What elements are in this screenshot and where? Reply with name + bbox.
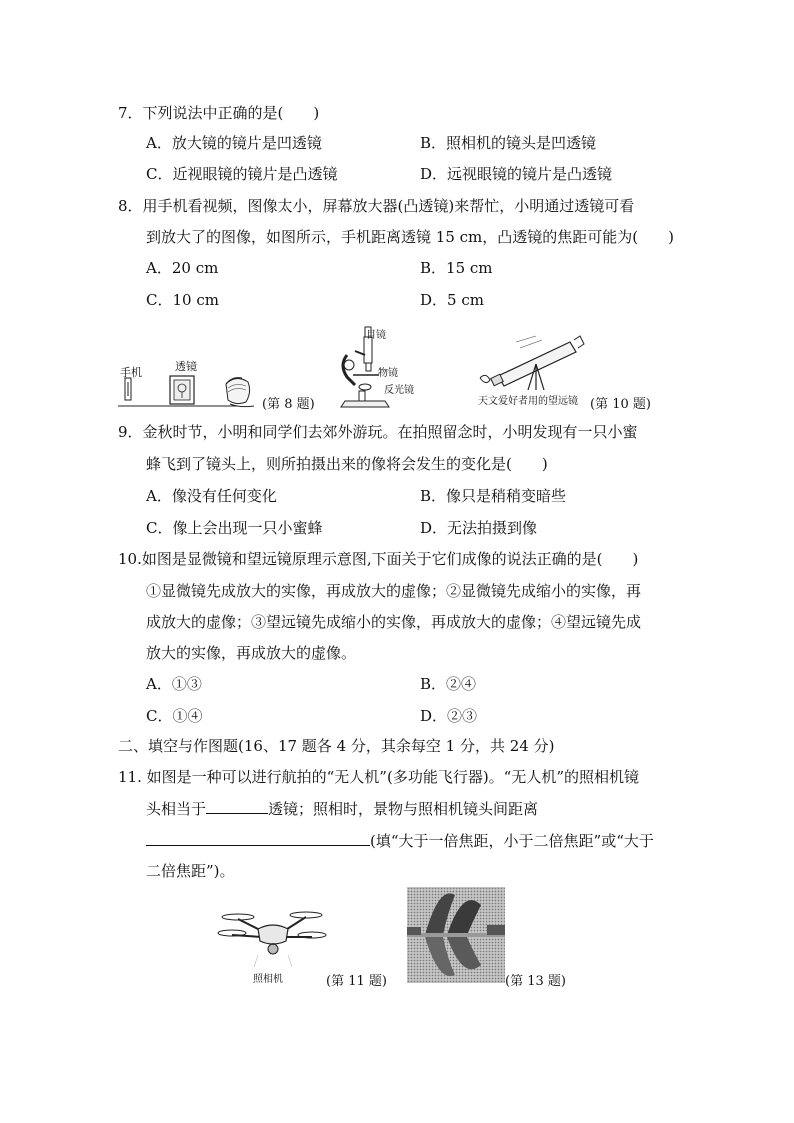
q7-stem: 7．下列说法中正确的是( ) xyxy=(118,104,320,122)
q10-option-b: B．②④ xyxy=(420,675,477,693)
q9-option-b: B．像只是稍稍变暗些 xyxy=(420,487,567,505)
phone-label: 手机 xyxy=(120,366,142,379)
q8-stem-line1: 8．用手机看视频，图像太小，屏幕放大器(凸透镜)来帮忙，小明通过透镜可看 xyxy=(118,197,635,215)
figure-8-caption: (第 8 题) xyxy=(262,397,315,412)
q7-option-c: C．近视眼镜的镜片是凸透镜 xyxy=(146,165,338,183)
q11-blank-distance[interactable] xyxy=(146,829,370,846)
drone-figure xyxy=(218,905,328,980)
figure-11-caption: (第 11 题) xyxy=(326,974,387,989)
q8-option-b: B．15 cm xyxy=(420,259,493,277)
figure-13-caption: (第 13 题) xyxy=(505,974,566,989)
q10-option-a: A．①③ xyxy=(146,675,202,693)
q10-option-d: D．②③ xyxy=(420,707,478,725)
q9-stem-line2: 蜂飞到了镜头上，则所拍摄出来的像将会发生的变化是( ) xyxy=(146,455,548,473)
q11-line1: 11. 如图是一种可以进行航拍的“无人机”(多功能飞行器)。“无人机”的照相机镜 xyxy=(118,768,640,786)
q11-line2-start: 头相当于 xyxy=(146,800,207,818)
mirror-label: 反光镜 xyxy=(384,385,414,396)
q11-line2-end: 透镜；照相时，景物与照相机镜头间距离 xyxy=(268,800,539,818)
eyepiece-label: 目镜 xyxy=(366,330,386,341)
objective-label: 物镜 xyxy=(378,368,398,379)
q7-option-b: B．照相机的镜头是凹透镜 xyxy=(420,134,597,152)
q10-option-c: C．①④ xyxy=(146,707,203,725)
telescope-figure xyxy=(476,334,586,394)
q7-option-d: D．远视眼镜的镜片是凸透镜 xyxy=(420,165,613,183)
phone-lens-figure xyxy=(118,370,268,410)
q9-option-c: C．像上会出现一只小蜜蜂 xyxy=(146,519,323,537)
q8-option-a: A．20 cm xyxy=(146,259,219,277)
q11-line4: 二倍焦距”)。 xyxy=(146,862,235,880)
lens-label: 透镜 xyxy=(175,360,197,373)
bridge-reflection-photo xyxy=(407,887,505,983)
camera-label: 照相机 xyxy=(253,974,283,985)
q8-option-d: D．5 cm xyxy=(420,291,484,309)
q10-body-line3: 放大的实像，再成放大的虚像。 xyxy=(146,644,357,662)
q8-stem-line2: 到放大了的图像，如图所示，手机距离透镜 15 cm，凸透镜的焦距可能为( ) xyxy=(146,228,674,246)
q10-body-line1: ①显微镜先成放大的实像，再成放大的虚像；②显微镜先成缩小的实像，再 xyxy=(146,582,642,600)
figure-10-caption: (第 10 题) xyxy=(590,397,651,412)
q9-stem-line1: 9．金秋时节，小明和同学们去郊外游玩。在拍照留念时，小明发现有一只小蜜 xyxy=(118,423,638,441)
section-2-title: 二、填空与作图题(16、17 题各 4 分，其余每空 1 分，共 24 分) xyxy=(118,737,555,755)
q8-option-c: C．10 cm xyxy=(146,291,219,309)
q10-stem: 10.如图是显微镜和望远镜原理示意图,下面关于它们成像的说法正确的是( ) xyxy=(118,550,639,568)
q9-option-a: A．像没有任何变化 xyxy=(146,487,277,505)
q11-line3-hint: (填“大于一倍焦距，小于二倍焦距”或“大于 xyxy=(370,832,654,850)
q7-option-a: A．放大镜的镜片是凹透镜 xyxy=(146,134,322,152)
q11-blank-lens-type[interactable] xyxy=(206,797,268,814)
q11-line2 xyxy=(146,797,538,820)
telescope-label: 天文爱好者用的望远镜 xyxy=(478,396,578,407)
q9-option-d: D．无法拍摄到像 xyxy=(420,519,538,537)
q11-line3 xyxy=(146,829,654,852)
q10-body-line2: 成放大的虚像；③望远镜先成缩小的实像，再成放大的虚像；④望远镜先成 xyxy=(146,613,642,631)
